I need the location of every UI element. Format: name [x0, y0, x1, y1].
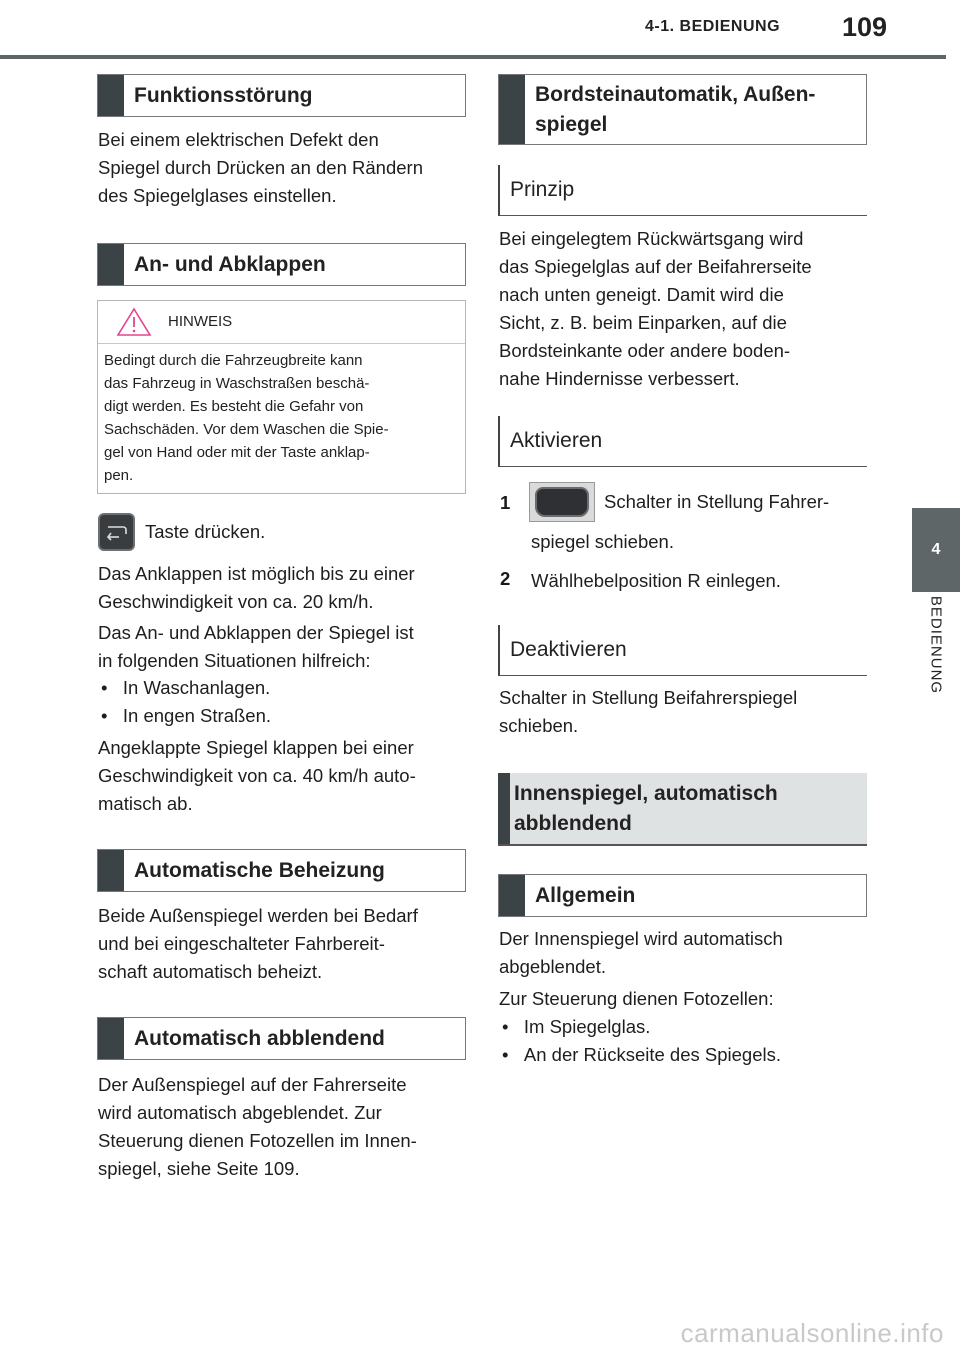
section-title: 4-1. BEDIENUNG — [645, 18, 781, 35]
text-line: abgeblendet. — [499, 956, 606, 977]
heading-text: Automatische Beheizung — [134, 858, 385, 882]
text-line: in folgenden Situationen hilfreich: — [98, 650, 371, 671]
text-line: schaft automatisch beheizt. — [98, 961, 323, 982]
heading-innenspiegel — [498, 773, 867, 846]
text-line: Steuerung dienen Fotozellen im Innen- — [98, 1130, 417, 1151]
subheading-deaktivieren: Deaktivieren — [498, 625, 867, 676]
para-prinzip — [499, 225, 812, 393]
step1-text-cont: spiegel schieben. — [531, 531, 674, 552]
heading-funktionsstoerung — [97, 74, 466, 117]
text-line: pen. — [104, 467, 134, 484]
heading-bar — [98, 75, 124, 116]
text-line: schieben. — [499, 715, 579, 736]
text-line: nahe Hindernisse verbessert. — [499, 368, 740, 389]
text-line: Angeklappte Spiegel klappen bei einer — [98, 737, 414, 758]
heading-bar — [98, 850, 124, 891]
text-line: und bei eingeschalteter Fahrbereit- — [98, 933, 385, 954]
warning-note — [97, 300, 466, 494]
text-line: Das An- und Abklappen der Spiegel ist — [98, 622, 414, 643]
para-beheizung — [98, 902, 418, 986]
heading-bar — [498, 773, 510, 844]
heading-text: An- und Abklappen — [134, 252, 326, 276]
step2-text: Wählhebelposition R einlegen. — [531, 570, 781, 591]
para-hilfreich — [98, 619, 414, 675]
text-line: spiegel — [535, 112, 608, 136]
heading-text — [525, 80, 815, 140]
text-line: des Spiegelglases einstellen. — [98, 185, 337, 206]
heading-an-abklappen — [97, 243, 466, 286]
para-anklappen — [98, 560, 415, 616]
heading-abblendend — [97, 1017, 466, 1060]
para-steuerung: Zur Steuerung dienen Fotozellen: — [499, 988, 774, 1009]
text-line: Der Innenspiegel wird automatisch — [499, 928, 783, 949]
text-line: wird automatisch abgeblendet. Zur — [98, 1102, 382, 1123]
subheading-prinzip: Prinzip — [498, 165, 867, 216]
chapter-label: BEDIENUNG — [927, 595, 945, 695]
text-line: abblendend — [514, 811, 632, 835]
heading-text: Funktionsstörung — [134, 83, 313, 107]
heading-bar — [499, 875, 525, 916]
mirror-switch-icon — [529, 482, 595, 522]
text-line: Bedingt durch die Fahrzeugbreite kann — [104, 352, 363, 369]
heading-bar — [98, 1018, 124, 1059]
mirror-fold-button-icon — [98, 513, 135, 551]
text-line: Spiegel durch Drücken an den Rändern — [98, 157, 423, 178]
text-line: spiegel, siehe Seite 109. — [98, 1158, 300, 1179]
subheading-aktivieren: Aktivieren — [498, 416, 867, 467]
note-body — [98, 344, 465, 487]
note-label: HINWEIS — [168, 313, 233, 330]
step-number: 2 — [500, 568, 511, 589]
text-line: Das Anklappen ist möglich bis zu einer — [98, 563, 415, 584]
list-item-text: Im Spiegelglas. — [523, 1016, 651, 1037]
text-line: Geschwindigkeit von ca. 40 km/h auto- — [98, 765, 416, 786]
text-line: Innenspiegel, automatisch — [514, 781, 778, 805]
list-item: • An der Rückseite des Spiegels. — [502, 1044, 781, 1065]
text-line: das Spiegelglas auf der Beifahrerseite — [499, 256, 812, 277]
text-line: das Fahrzeug in Waschstraßen beschä- — [104, 375, 370, 392]
watermark: carmanualsonline.info — [680, 1318, 944, 1348]
list-item-text: An der Rückseite des Spiegels. — [523, 1044, 781, 1065]
text-line: Geschwindigkeit von ca. 20 km/h. — [98, 591, 374, 612]
heading-text: Automatisch abblendend — [134, 1026, 385, 1050]
para-angeklappt — [98, 734, 416, 818]
text-line: Der Außenspiegel auf der Fahrerseite — [98, 1074, 407, 1095]
heading-bordsteinautomatik — [498, 74, 867, 145]
heading-bar — [98, 244, 124, 285]
para-funktion — [98, 126, 423, 210]
list-item-text: In engen Straßen. — [122, 705, 272, 726]
chapter-tab: 4 — [912, 508, 960, 592]
text-line: Bordsteinkante oder andere boden- — [499, 340, 791, 361]
text-line: matisch ab. — [98, 793, 193, 814]
para-deaktivieren — [499, 684, 797, 740]
text-line: Bei einem elektrischen Defekt den — [98, 129, 379, 150]
heading-bar — [499, 75, 525, 144]
text-line: digt werden. Es besteht die Gefahr von — [104, 398, 364, 415]
list-item-text: In Waschanlagen. — [122, 677, 271, 698]
heading-beheizung — [97, 849, 466, 892]
step1-text: Schalter in Stellung Fahrer- — [604, 491, 830, 512]
text-line: gel von Hand oder mit der Taste anklap- — [104, 444, 370, 461]
text-line: Sachschäden. Vor dem Waschen die Spie- — [104, 421, 389, 438]
text-line: nach unten geneigt. Damit wird die — [499, 284, 784, 305]
taste-druecken: Taste drücken. — [145, 521, 266, 542]
text-line: Bei eingelegtem Rückwärtsgang wird — [499, 228, 804, 249]
text-line: Beide Außenspiegel werden bei Bedarf — [98, 905, 418, 926]
list-item: • In Waschanlagen. — [101, 677, 271, 698]
para-allgemein — [499, 925, 783, 981]
heading-text — [510, 779, 778, 839]
text-line: Schalter in Stellung Beifahrerspiegel — [499, 687, 798, 708]
text-line: Sicht, z. B. beim Einparken, auf die — [499, 312, 787, 333]
header-rule — [0, 55, 946, 59]
text-line: Bordsteinautomatik, Außen- — [535, 82, 816, 106]
list-item: • In engen Straßen. — [101, 705, 272, 726]
heading-text: Allgemein — [535, 883, 636, 907]
warning-triangle-icon — [116, 307, 152, 342]
heading-allgemein — [498, 874, 867, 917]
step-number: 1 — [500, 492, 511, 513]
para-abblendend — [98, 1071, 417, 1183]
list-item: • Im Spiegelglas. — [502, 1016, 651, 1037]
page-number: 109 — [842, 12, 888, 42]
